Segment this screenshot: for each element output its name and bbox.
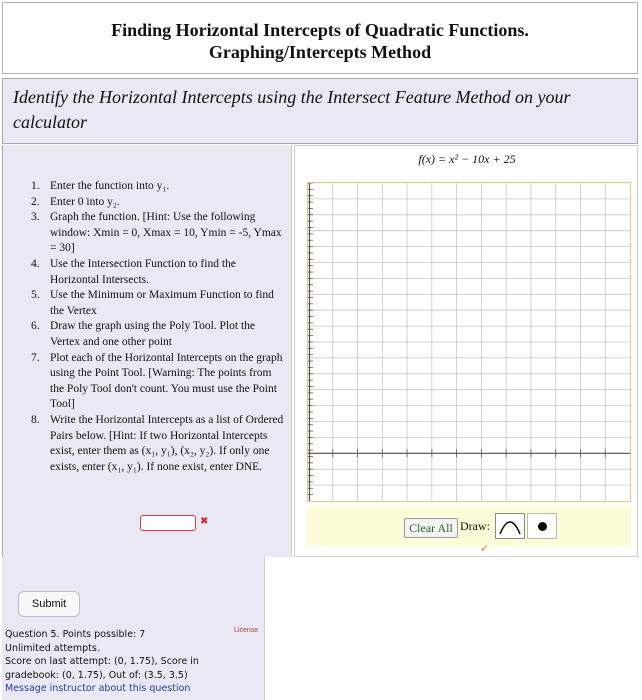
instruction-banner: Identify the Horizontal Intercepts using the Intersect Feature Method on your calculator xyxy=(2,78,638,144)
attempts-text: Unlimited attempts. xyxy=(5,642,100,654)
step-item: 8. Write the Horizontal Intercepts as a list of Ordered Pairs below. [Hint: If two Horizontal Intercepts exist, enter them as (x₁, y₁), (x₂, y₂). If only one exists, enter (x₁, y₁). If none exist, enter DNE. xyxy=(31,413,284,473)
score-text: Score on last attempt: (0, 1.75), Score in gradebook: (0, 1.75), Out of: (3.5, 3.5) xyxy=(5,656,199,681)
step-item: 3. Graph the function. [Hint: Use the following window: Xmin = 0, Xmax = 10, Ymin = -5, Ymax = 30] xyxy=(31,211,282,255)
draw-label: Draw: xyxy=(460,519,490,533)
question-footer xyxy=(2,557,265,700)
point-icon xyxy=(538,522,547,531)
steps-list xyxy=(5,179,291,475)
license-link[interactable]: License xyxy=(234,627,259,634)
page-subtitle: Graphing/Intercepts Method xyxy=(208,42,432,62)
instructions-panel xyxy=(2,145,292,557)
point-tool-button[interactable] xyxy=(527,513,557,539)
question-info xyxy=(5,628,225,696)
poly-tool-button[interactable] xyxy=(495,513,525,539)
page-header xyxy=(2,2,638,74)
draw-toolbar xyxy=(307,506,631,555)
answer-input[interactable] xyxy=(140,515,196,531)
step-item: 7. Plot each of the Horizontal Intercepts on the graph using the Point Tool. [Warning: The points from the Poly Tool don't count. You must use the Point Tool] xyxy=(31,351,283,411)
parabola-icon xyxy=(496,514,524,538)
function-label: f(x) = x² − 10x + 25 xyxy=(418,152,516,166)
graph-canvas[interactable] xyxy=(307,182,631,502)
graph-panel xyxy=(294,145,638,557)
step-item: 4. Use the Intersection Function to find the Horizontal Intersects. xyxy=(31,257,236,286)
points-text: Question 5. Points possible: 7 xyxy=(5,629,146,640)
message-instructor-link[interactable]: Message instructor about this question xyxy=(5,683,191,694)
check-icon: ✔ xyxy=(480,544,489,555)
clear-all-button[interactable]: Clear All xyxy=(404,518,458,538)
submit-button[interactable]: Submit xyxy=(18,591,80,617)
step-item: 1. Enter the function into y₁. xyxy=(31,180,170,192)
step-item: 5. Use the Minimum or Maximum Function to find the Vertex xyxy=(31,289,274,317)
page-title: Finding Horizontal Intercepts of Quadratic Functions. xyxy=(111,20,529,40)
graph-grid[interactable] xyxy=(308,183,630,501)
error-icon: ✖ xyxy=(200,516,209,527)
step-item: 6. Draw the graph using the Poly Tool. Plot the Vertex and one other point xyxy=(31,320,256,348)
step-item: 2. Enter 0 into y₂. xyxy=(31,195,120,208)
